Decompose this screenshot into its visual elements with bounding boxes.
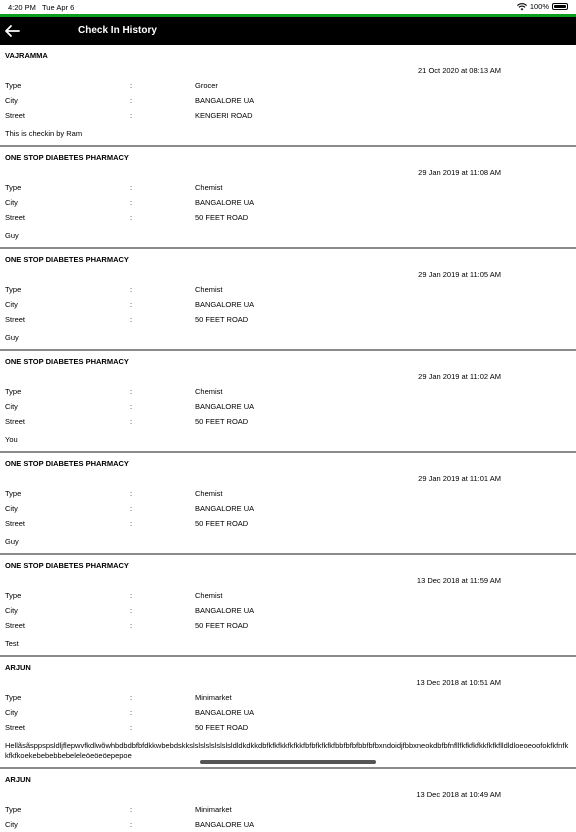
colon: : xyxy=(130,805,133,814)
city-label: City xyxy=(5,708,18,717)
store-name: VAJRAMMA xyxy=(5,51,48,60)
type-label: Type xyxy=(5,693,22,702)
street-value: 50 FEET ROAD xyxy=(195,417,249,426)
colon: : xyxy=(130,504,133,513)
colon: : xyxy=(130,693,133,702)
street-value: 50 FEET ROAD xyxy=(195,621,249,630)
street-row xyxy=(5,312,571,327)
type-value: Chemist xyxy=(195,183,223,192)
checkin-datetime: 29 Jan 2019 at 11:05 AM xyxy=(418,270,501,279)
colon: : xyxy=(130,708,133,717)
checkin-card[interactable] xyxy=(0,453,576,555)
colon: : xyxy=(130,820,133,829)
store-name: ONE STOP DIABETES PHARMACY xyxy=(5,357,129,366)
checkin-card[interactable] xyxy=(0,769,576,832)
checkin-card[interactable] xyxy=(0,45,576,147)
checkin-note: Guy xyxy=(5,537,19,546)
street-label: Street xyxy=(5,519,26,528)
checkin-datetime: 13 Dec 2018 at 10:51 AM xyxy=(416,678,501,687)
store-name: ONE STOP DIABETES PHARMACY xyxy=(5,561,129,570)
checkin-datetime: 29 Jan 2019 at 11:02 AM xyxy=(418,372,501,381)
store-name: ARJUN xyxy=(5,775,31,784)
colon: : xyxy=(130,591,133,600)
street-value: 50 FEET ROAD xyxy=(195,723,249,732)
type-value: Chemist xyxy=(195,489,223,498)
type-row xyxy=(5,282,571,297)
back-arrow-icon[interactable] xyxy=(4,23,20,39)
checkin-card[interactable] xyxy=(0,351,576,453)
street-row xyxy=(5,414,571,429)
status-time: 4:20 PM xyxy=(8,3,36,12)
wifi-icon xyxy=(517,3,527,11)
checkin-datetime: 21 Oct 2020 at 08:13 AM xyxy=(418,66,501,75)
city-label: City xyxy=(5,606,18,615)
colon: : xyxy=(130,402,133,411)
checkin-note: Hellãsãsppspsldljflepwvfkdlwõwhbdbdbfbfdkkwbebdskkslslslslslslslsldldkdkkdbfkfkfkkfkfkkfbfbfkfkfkfbbfbfbfbbfbfbxndoidjfbbxneokdbfbfnfllfkfkfkfkkfkfkflldldloeoeoofokfkfnfkkfkfkoekebebebbebeleleöeöeöepepoe xyxy=(5,741,569,760)
city-label: City xyxy=(5,402,18,411)
checkin-note: This is checkin by Ram xyxy=(5,129,83,138)
status-right xyxy=(517,2,568,11)
colon: : xyxy=(130,387,133,396)
store-name: ONE STOP DIABETES PHARMACY xyxy=(5,153,129,162)
type-label: Type xyxy=(5,183,22,192)
colon: : xyxy=(130,315,133,324)
checkin-card[interactable] xyxy=(0,249,576,351)
type-value: Chemist xyxy=(195,387,223,396)
type-value: Chemist xyxy=(195,591,223,600)
type-label: Type xyxy=(5,81,22,90)
city-value: BANGALORE UA xyxy=(195,820,255,829)
status-bar xyxy=(0,0,576,14)
city-value: BANGALORE UA xyxy=(195,198,255,207)
type-row xyxy=(5,180,571,195)
colon: : xyxy=(130,198,133,207)
city-row xyxy=(5,603,571,618)
city-row xyxy=(5,399,571,414)
store-name: ARJUN xyxy=(5,663,31,672)
city-row xyxy=(5,195,571,210)
city-value: BANGALORE UA xyxy=(195,402,255,411)
city-row xyxy=(5,501,571,516)
street-label: Street xyxy=(5,111,26,120)
colon: : xyxy=(130,285,133,294)
street-label: Street xyxy=(5,315,26,324)
colon: : xyxy=(130,300,133,309)
type-row xyxy=(5,78,571,93)
street-value: 50 FEET ROAD xyxy=(195,213,249,222)
street-row xyxy=(5,210,571,225)
colon: : xyxy=(130,81,133,90)
checkin-card[interactable] xyxy=(0,657,576,769)
street-value: 50 FEET ROAD xyxy=(195,315,249,324)
street-value: 50 FEET ROAD xyxy=(195,519,249,528)
colon: : xyxy=(130,723,133,732)
checkin-datetime: 29 Jan 2019 at 11:01 AM xyxy=(418,474,501,483)
city-value: BANGALORE UA xyxy=(195,504,255,513)
colon: : xyxy=(130,213,133,222)
city-value: BANGALORE UA xyxy=(195,96,255,105)
street-row xyxy=(5,720,571,735)
city-label: City xyxy=(5,820,18,829)
checkin-list[interactable] xyxy=(0,45,576,829)
street-label: Street xyxy=(5,417,26,426)
city-value: BANGALORE UA xyxy=(195,300,255,309)
type-label: Type xyxy=(5,805,22,814)
type-value: Minimarket xyxy=(195,805,232,814)
checkin-note: Test xyxy=(5,639,19,648)
street-label: Street xyxy=(5,621,26,630)
store-name: ONE STOP DIABETES PHARMACY xyxy=(5,255,129,264)
checkin-note: Guy xyxy=(5,231,19,240)
street-value: KENGERI ROAD xyxy=(195,111,253,120)
checkin-note: Guy xyxy=(5,333,19,342)
checkin-card[interactable] xyxy=(0,147,576,249)
colon: : xyxy=(130,621,133,630)
colon: : xyxy=(130,606,133,615)
colon: : xyxy=(130,183,133,192)
checkin-datetime: 13 Dec 2018 at 10:49 AM xyxy=(416,790,501,799)
colon: : xyxy=(130,489,133,498)
type-label: Type xyxy=(5,285,22,294)
type-row xyxy=(5,690,571,705)
type-label: Type xyxy=(5,387,22,396)
type-label: Type xyxy=(5,591,22,600)
nav-bar xyxy=(0,17,576,45)
colon: : xyxy=(130,96,133,105)
type-row xyxy=(5,486,571,501)
type-value: Minimarket xyxy=(195,693,232,702)
type-value: Chemist xyxy=(195,285,223,294)
type-row xyxy=(5,588,571,603)
type-value: Grocer xyxy=(195,81,218,90)
city-value: BANGALORE UA xyxy=(195,708,255,717)
type-label: Type xyxy=(5,489,22,498)
street-row xyxy=(5,108,571,123)
city-row xyxy=(5,817,571,832)
type-row xyxy=(5,802,571,817)
street-row xyxy=(5,516,571,531)
battery-icon xyxy=(552,3,568,10)
status-date: Tue Apr 6 xyxy=(42,3,75,12)
street-label: Street xyxy=(5,213,26,222)
colon: : xyxy=(130,417,133,426)
checkin-datetime: 29 Jan 2019 at 11:08 AM xyxy=(418,168,501,177)
type-row xyxy=(5,384,571,399)
street-row xyxy=(5,618,571,633)
street-label: Street xyxy=(5,723,26,732)
checkin-datetime: 13 Dec 2018 at 11:59 AM xyxy=(416,576,501,585)
colon: : xyxy=(130,111,133,120)
battery-percent: 100% xyxy=(529,2,549,11)
city-row xyxy=(5,297,571,312)
home-indicator xyxy=(200,760,376,764)
city-label: City xyxy=(5,300,18,309)
checkin-note: You xyxy=(5,435,18,444)
store-name: ONE STOP DIABETES PHARMACY xyxy=(5,459,129,468)
page-title: Check In History xyxy=(78,25,157,36)
city-row xyxy=(5,705,571,720)
colon: : xyxy=(130,519,133,528)
city-label: City xyxy=(5,198,18,207)
checkin-card[interactable] xyxy=(0,555,576,657)
city-row xyxy=(5,93,571,108)
city-value: BANGALORE UA xyxy=(195,606,255,615)
city-label: City xyxy=(5,504,18,513)
city-label: City xyxy=(5,96,18,105)
